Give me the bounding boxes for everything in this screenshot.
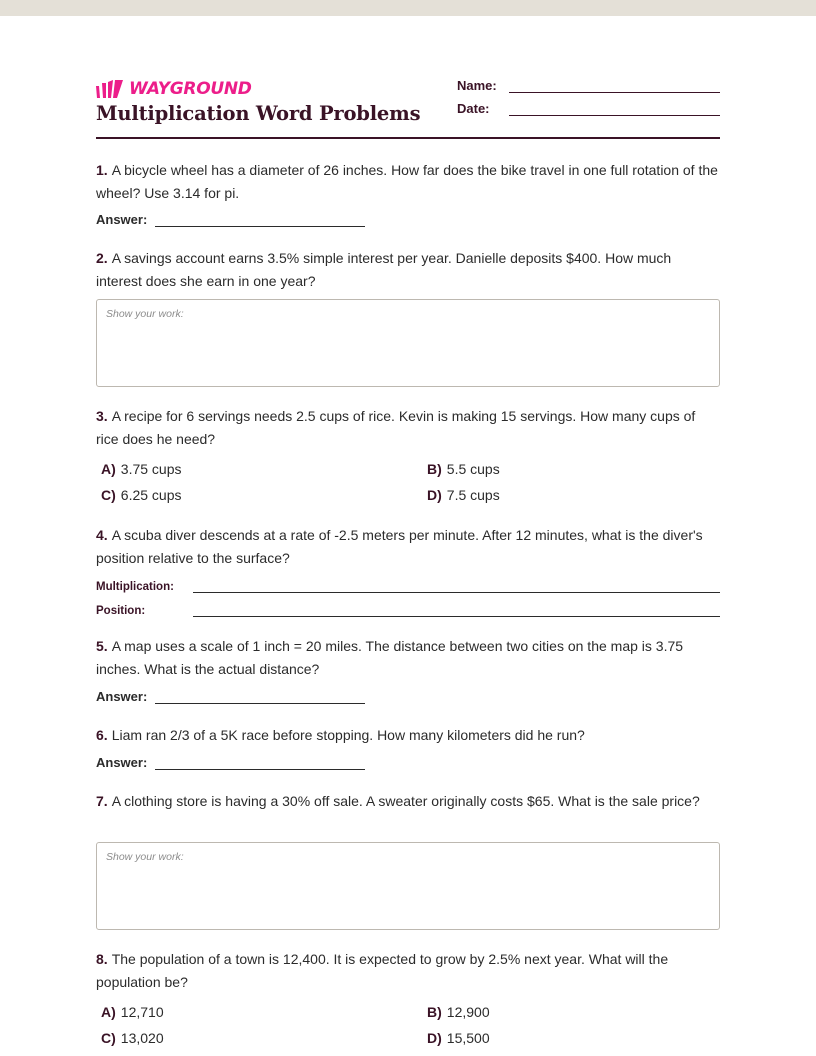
choice-text: 15,500: [446, 1030, 490, 1046]
question-number: 2.: [96, 250, 108, 266]
question-number: 4.: [96, 527, 108, 543]
question-number: 7.: [96, 793, 108, 809]
choice-letter: B): [427, 461, 442, 477]
choice-b[interactable]: [427, 1004, 490, 1020]
name-label: Name:: [457, 78, 497, 93]
answer-row: [96, 689, 365, 704]
name-input-line[interactable]: [509, 78, 720, 93]
choice-text: 12,710: [120, 1004, 164, 1020]
choice-letter: B): [427, 1004, 442, 1020]
question-3: [96, 405, 720, 450]
header-divider: [96, 137, 720, 139]
choice-text: 6.25 cups: [120, 487, 182, 503]
answer-row: [96, 212, 365, 227]
question-4: [96, 524, 720, 569]
question-2: [96, 247, 720, 292]
question-6: [96, 724, 720, 747]
multiplication-row: [96, 580, 720, 593]
question-number: 5.: [96, 638, 108, 654]
choice-letter: D): [427, 1030, 442, 1046]
choice-text: 13,020: [120, 1030, 164, 1046]
question-number: 3.: [96, 408, 108, 424]
choice-letter: D): [427, 487, 442, 503]
multiplication-line[interactable]: [193, 580, 720, 593]
question-5: [96, 635, 720, 680]
date-label: Date:: [457, 101, 490, 116]
answer-row: [96, 755, 365, 770]
answer-label: Answer:: [96, 212, 148, 227]
brand-logo: [96, 80, 252, 98]
question-number: 1.: [96, 162, 108, 178]
name-field: [457, 78, 720, 93]
choice-c[interactable]: [101, 487, 182, 503]
work-box[interactable]: [96, 842, 720, 930]
answer-line[interactable]: [155, 755, 365, 770]
choice-text: 7.5 cups: [446, 487, 500, 503]
question-text: The population of a town is 12,400. It is expected to grow by 2.5% next year. What will the population be?: [96, 951, 669, 990]
brand-name: WAYGROUND: [129, 79, 252, 99]
question-text: A savings account earns 3.5% simple interest per year. Danielle deposits $400. How much interest does she earn in one year?: [96, 250, 672, 289]
question-number: 6.: [96, 727, 108, 743]
question-text: A clothing store is having a 30% off sale. A sweater originally costs $65. What is the sale price?: [111, 793, 700, 809]
question-text: A scuba diver descends at a rate of -2.5 meters per minute. After 12 minutes, what is the diver's position relative to the surface?: [96, 527, 703, 566]
choice-letter: A): [101, 1004, 116, 1020]
choice-letter: C): [101, 487, 116, 503]
work-placeholder: Show your work:: [106, 308, 184, 320]
choice-letter: C): [101, 1030, 116, 1046]
question-text: A recipe for 6 servings needs 2.5 cups of rice. Kevin is making 15 servings. How many cups of rice does he need?: [96, 408, 696, 447]
position-row: [96, 604, 720, 617]
choice-text: 5.5 cups: [446, 461, 500, 477]
choice-d[interactable]: [427, 487, 500, 503]
choice-a[interactable]: [101, 461, 182, 477]
page-title: Multiplication Word Problems: [96, 102, 421, 125]
question-text: A bicycle wheel has a diameter of 26 inches. How far does the bike travel in one full rotation of the wheel? Use 3.14 for pi.: [96, 162, 718, 201]
multiplication-label: Multiplication:: [96, 581, 174, 593]
choice-text: 3.75 cups: [120, 461, 182, 477]
question-1: [96, 159, 720, 204]
date-input-line[interactable]: [509, 101, 720, 116]
choice-c[interactable]: [101, 1030, 164, 1046]
question-8: [96, 948, 720, 993]
top-bar: [0, 0, 816, 16]
work-placeholder: Show your work:: [106, 851, 184, 863]
question-number: 8.: [96, 951, 108, 967]
choice-a[interactable]: [101, 1004, 164, 1020]
position-line[interactable]: [193, 604, 720, 617]
work-box[interactable]: [96, 299, 720, 387]
choice-text: 12,900: [446, 1004, 490, 1020]
question-7: [96, 790, 720, 813]
answer-label: Answer:: [96, 689, 148, 704]
choice-d[interactable]: [427, 1030, 490, 1046]
position-label: Position:: [96, 605, 146, 617]
answer-line[interactable]: [155, 212, 365, 227]
wayground-logo-icon: [96, 80, 124, 98]
question-text: Liam ran 2/3 of a 5K race before stopping. How many kilometers did he run?: [111, 727, 585, 743]
choice-letter: A): [101, 461, 116, 477]
answer-label: Answer:: [96, 755, 148, 770]
question-text: A map uses a scale of 1 inch = 20 miles. The distance between two cities on the map is 3.75 inches. What is the actual distance?: [96, 638, 684, 677]
choice-b[interactable]: [427, 461, 500, 477]
answer-line[interactable]: [155, 689, 365, 704]
date-field: [457, 101, 720, 116]
